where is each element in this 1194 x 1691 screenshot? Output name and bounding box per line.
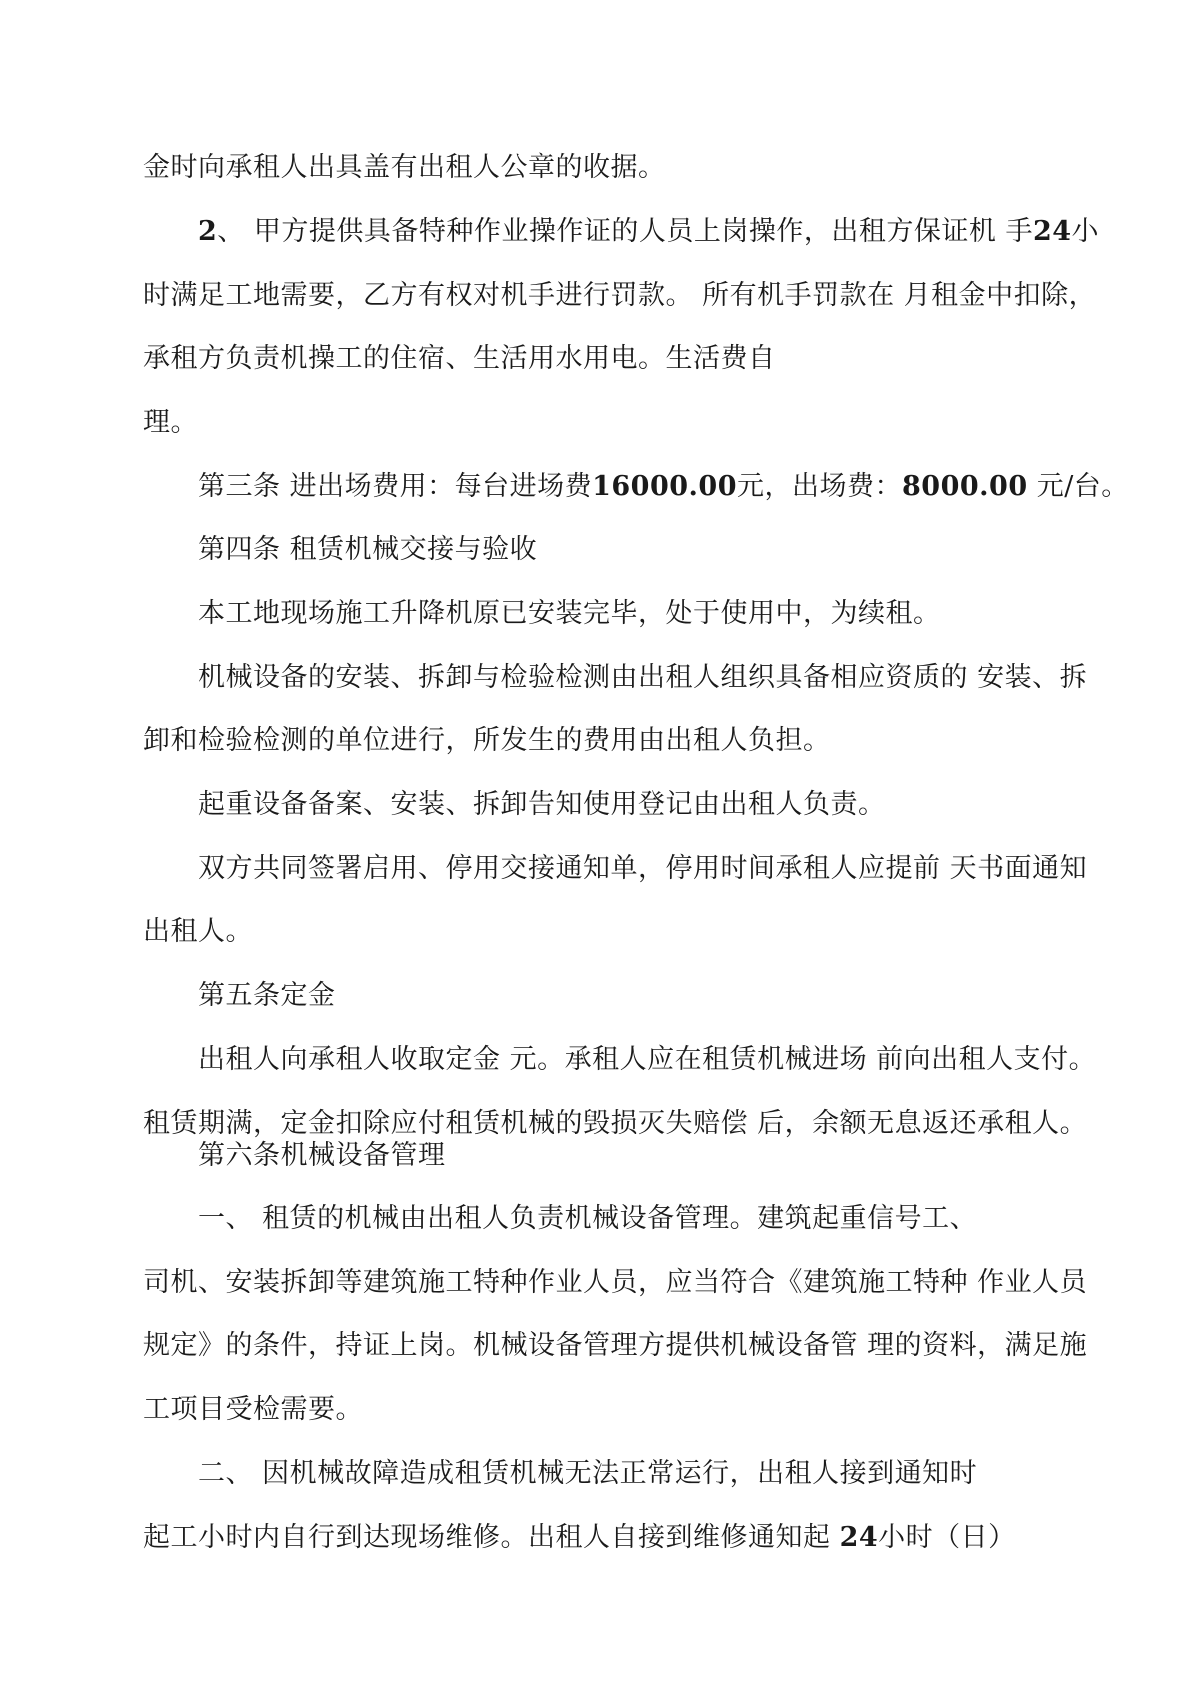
text-line [143,1266,1087,1300]
text-run: 承租方负责机操工的住宿、生活用水用电。生活费自 [143,343,776,374]
text-run: 规定》的条件，持证上岗。机械设备管理方提供机械设备管 理的资料，满足施 [143,1330,1088,1361]
text-run: 出租人。 [143,916,253,947]
text-run: 起工小时内自行到达现场维修。出租人自接到维修通知起 [143,1522,840,1553]
text-line [198,788,886,822]
text-line [198,1457,977,1491]
text-line [143,151,666,185]
text-run: 起重设备备案、安装、拆卸告知使用登记由出租人负责。 [198,789,886,820]
text-line [198,661,1087,695]
bold-amount: 8000.00 [902,471,1028,502]
text-line [198,1202,977,1236]
text-run: 小 [1071,216,1100,247]
text-line [198,852,1087,886]
text-line [198,597,941,631]
list-number: 2 [198,216,218,247]
text-run: 、 甲方提供具备特种作业操作证的人员上岗操作，出租方保证机 手 [217,216,1033,247]
text-run: 理。 [143,407,198,438]
text-run: 租赁期满，定金扣除应付租赁机械的毁损灭失赔偿 后，余额无息返还承租人。 [143,1108,1088,1139]
text-run: 司机、安装拆卸等建筑施工特种作业人员，应当符合《建筑施工特种 作业人员 [143,1267,1088,1298]
text-line [143,342,776,376]
text-line [143,1329,1087,1363]
text-line [143,406,198,440]
text-run: 金时向承租人出具盖有出租人公章的收据。 [143,152,666,183]
text-run: 出租人向承租人收取定金 元。承租人应在租赁机械进场 前向出租人支付。 [198,1044,1097,1075]
text-run: 一、 租赁的机械由出租人负责机械设备管理。建筑起重信号工、 [198,1203,978,1234]
text-line [198,1043,1096,1077]
text-line [143,1107,1087,1141]
text-run: 机械设备的安装、拆卸与检验检测由出租人组织具备相应资质的 安装、拆 [198,662,1088,693]
text-run: 第三条 进出场费用：每台进场费 [198,471,593,502]
text-line [198,470,1129,504]
text-line [143,1393,363,1427]
text-run: 工项目受检需要。 [143,1394,363,1425]
text-run: 第四条 租赁机械交接与验收 [198,534,538,565]
text-run: 双方共同签署启用、停用交接通知单，停用时间承租人应提前 天书面通知 [198,853,1088,884]
text-line [143,279,1096,313]
text-run: 二、 因机械故障造成租赁机械无法正常运行，出租人接到通知时 [198,1458,978,1489]
text-run: 时满足工地需要，乙方有权对机手进行罚款。 所有机手罚款在 月租金中扣除， [143,280,1097,311]
text-line [143,1521,1016,1555]
bold-number: 24 [1032,216,1072,247]
text-run: 本工地现场施工升降机原已安装完毕，处于使用中，为续租。 [198,598,941,629]
text-run: 元，出场费： [737,471,902,502]
text-run: 元/台。 [1027,471,1129,502]
section-heading [198,533,537,567]
text-line [143,915,253,949]
text-run: 第六条机械设备管理 [198,1140,446,1171]
text-run: 小时（日） [878,1522,1016,1553]
text-run: 第五条定金 [198,980,336,1011]
section-heading [198,979,336,1013]
bold-number: 24 [839,1522,879,1553]
text-run: 卸和检验检测的单位进行，所发生的费用由出租人负担。 [143,725,831,756]
text-line [198,215,1099,249]
text-line [143,724,831,758]
section-heading [198,1139,446,1173]
bold-amount: 16000.00 [592,471,737,502]
